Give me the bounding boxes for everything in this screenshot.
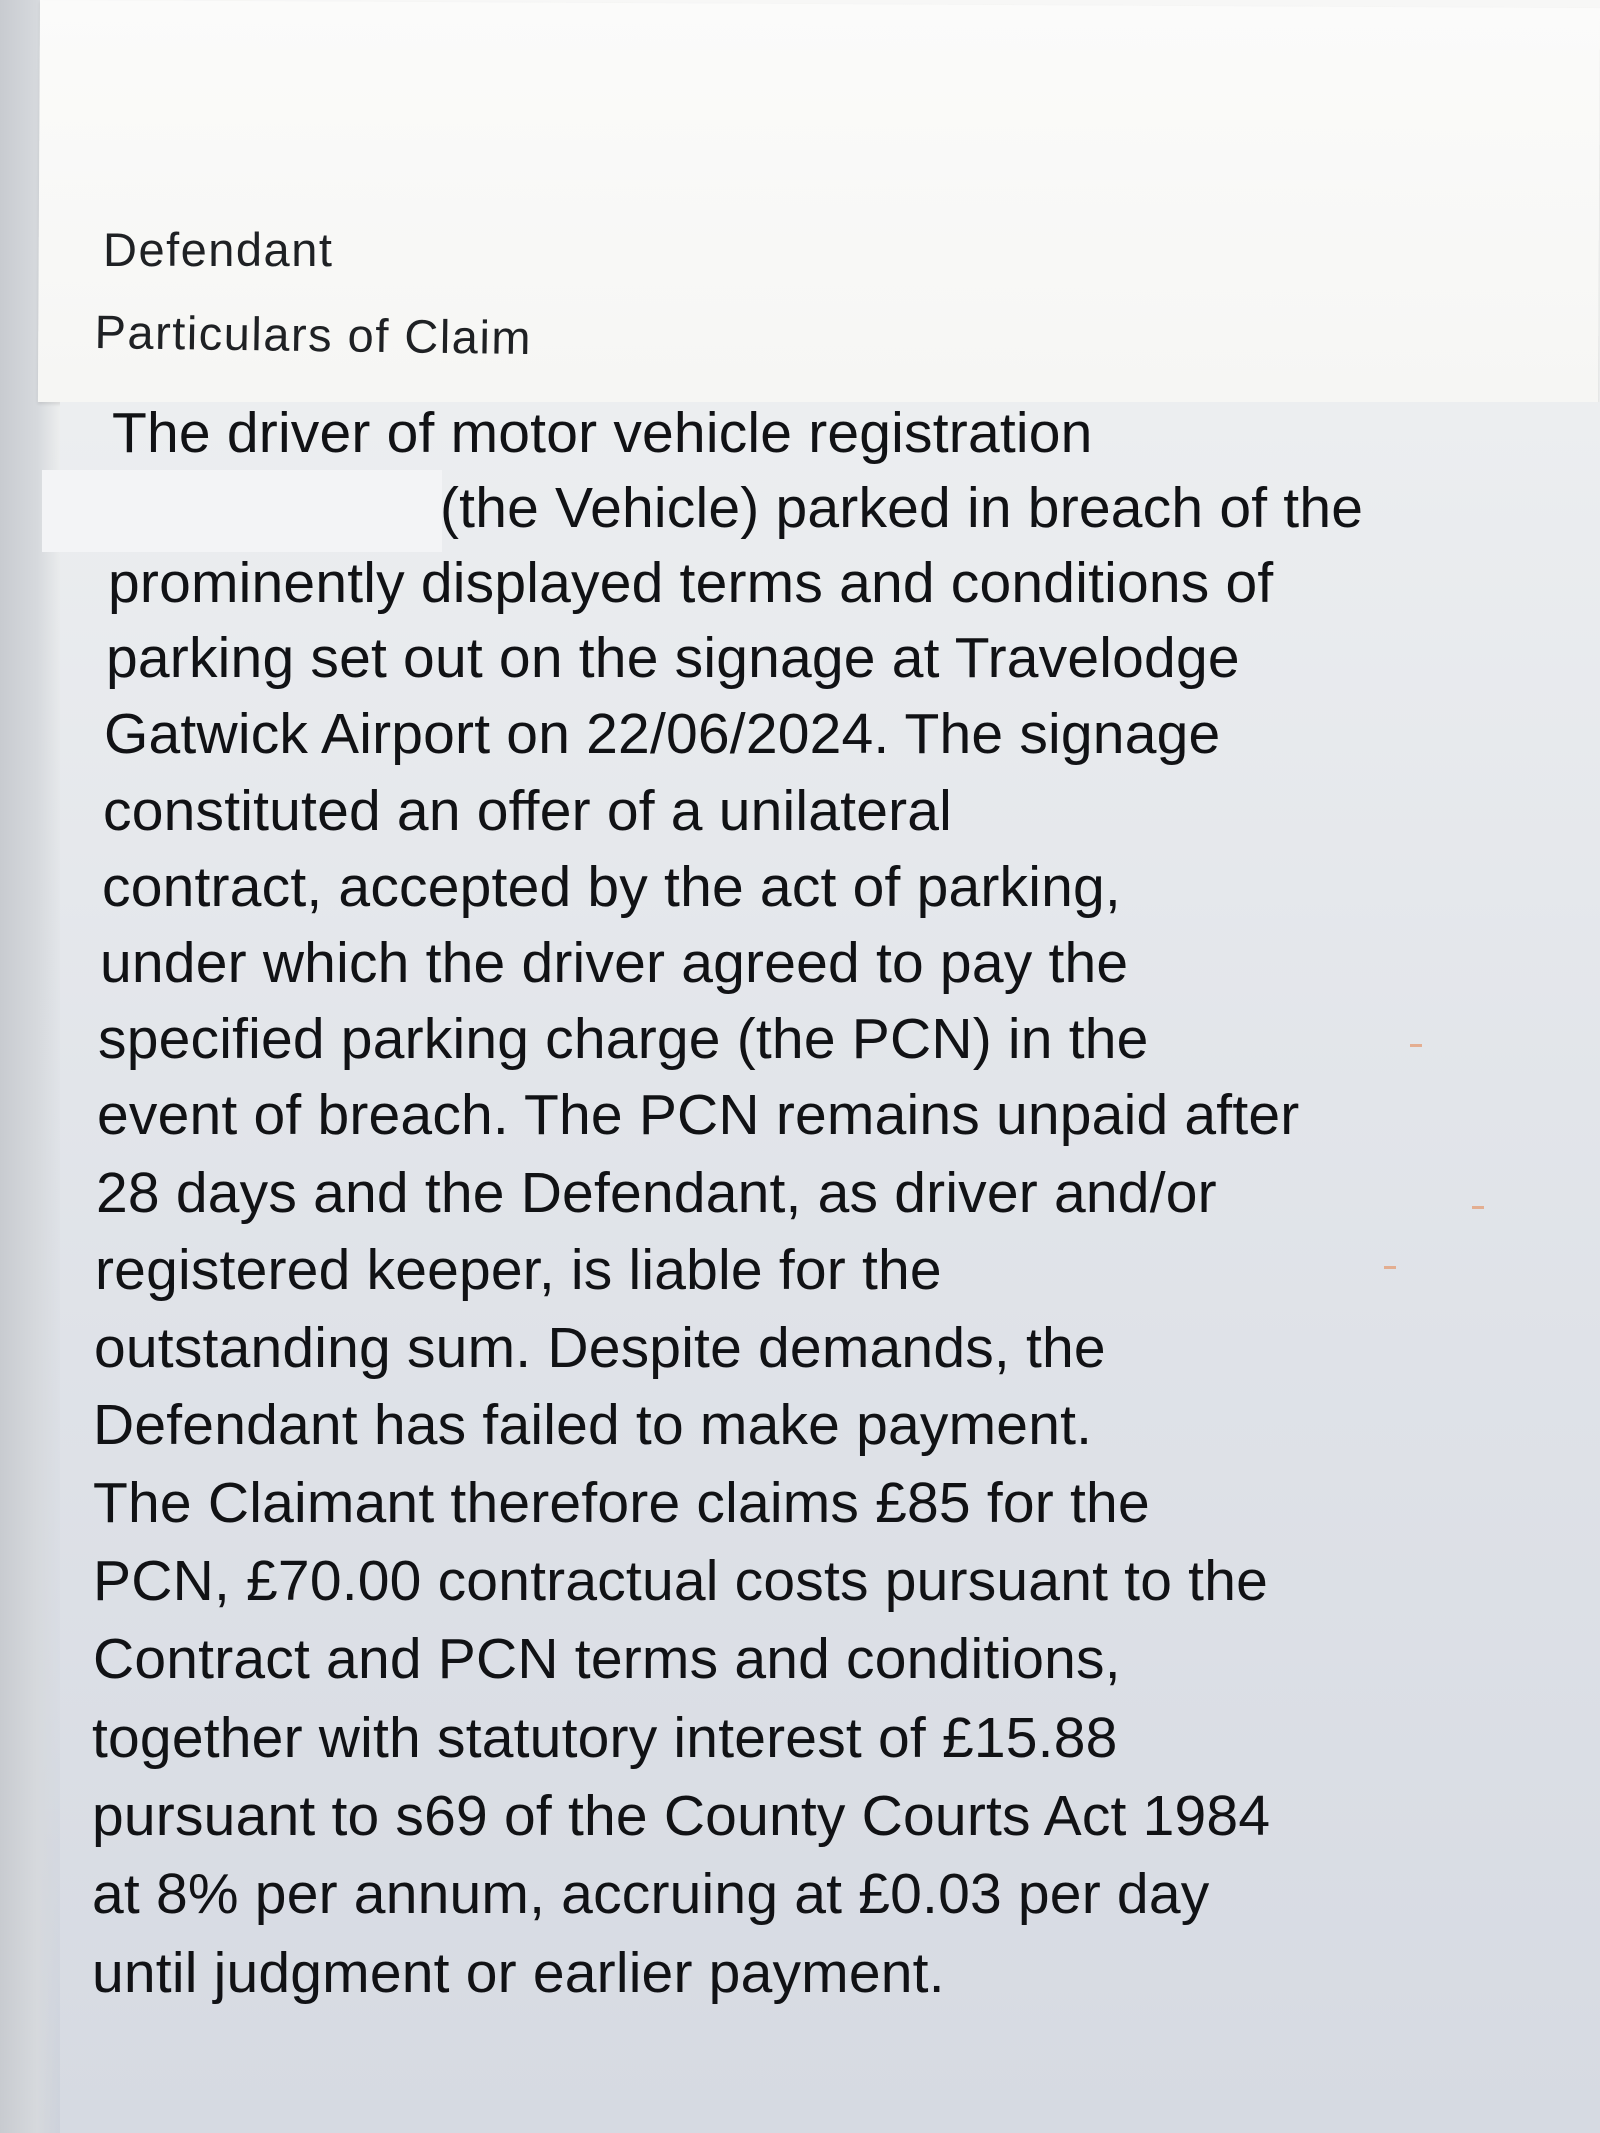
claim-line: constituted an offer of a unilateral: [103, 779, 953, 843]
claim-line: prominently displayed terms and conditions of: [108, 551, 1274, 615]
claim-line: pursuant to s69 of the County Courts Act 1984: [92, 1784, 1271, 1848]
claim-line: specified parking charge (the PCN) in the: [98, 1007, 1149, 1071]
claim-line: Gatwick Airport on 22/06/2024. The signage: [104, 702, 1221, 766]
defendant-label: Defendant: [103, 223, 334, 276]
claim-line: parking set out on the signage at Travelodge: [106, 626, 1240, 690]
claim-line: outstanding sum. Despite demands, the: [94, 1316, 1106, 1380]
pen-mark: [1472, 1206, 1484, 1209]
claim-line: under which the driver agreed to pay the: [100, 931, 1129, 995]
claim-line: 28 days and the Defendant, as driver and/or: [96, 1161, 1217, 1225]
claim-line: The driver of motor vehicle registration: [112, 401, 1093, 465]
claim-line: contract, accepted by the act of parking,: [102, 855, 1121, 919]
claim-line: PCN, £70.00 contractual costs pursuant to the: [93, 1549, 1268, 1613]
claim-line: Defendant has failed to make payment.: [93, 1393, 1093, 1457]
claim-line: Contract and PCN terms and conditions,: [93, 1627, 1121, 1691]
redacted-registration: [42, 470, 442, 552]
pen-mark: [1384, 1266, 1396, 1269]
pen-mark: [1410, 1044, 1422, 1047]
particulars-of-claim-heading: Particulars of Claim: [94, 304, 533, 365]
claim-line: event of breach. The PCN remains unpaid after: [97, 1083, 1300, 1147]
claim-line: (the Vehicle) parked in breach of the: [440, 476, 1364, 540]
claim-line: together with statutory interest of £15.88: [92, 1706, 1118, 1770]
claim-line: registered keeper, is liable for the: [95, 1238, 942, 1302]
claim-line: until judgment or earlier payment.: [92, 1941, 945, 2005]
claim-line: at 8% per annum, accruing at £0.03 per day: [92, 1862, 1210, 1926]
claim-line: The Claimant therefore claims £85 for the: [93, 1471, 1150, 1535]
